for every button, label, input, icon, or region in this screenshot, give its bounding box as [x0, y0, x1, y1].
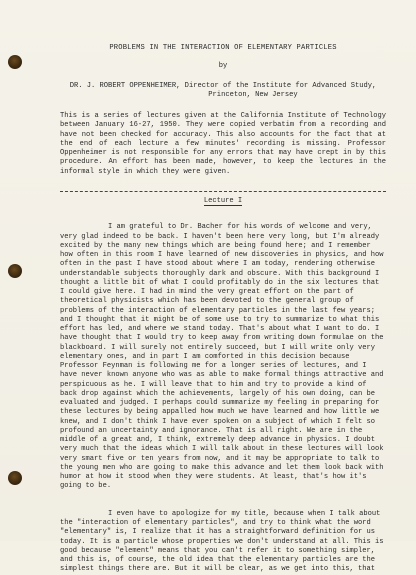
paragraph-text-2: I even have to apologize for my title, because when I talk about the "interaction of elementary particles", and try to think what the word "elementary" is, I realize that it has a straightforward definition for us today. It is a particle whose properties we don't understand at all. This is good because "element" means that you can't refer it to something simpler, and this is, of course, the old idea that the elementary particles are the simplest things there are. But it will be clear, as we get into this, that [60, 509, 384, 574]
body-paragraph-2 [60, 510, 386, 575]
author-line: DR. J. ROBERT OPPENHEIMER, Director of the Institute for Advanced Study, [69, 81, 377, 90]
paragraph-text-1: I am grateful to Dr. Bacher for his words of welcome and very, very glad indeed to be back. I haven't been here very long, but I'm already excited by the many new things which are being found here; and I remember how often in this room I have learned of new discoveries in physics, and how often in the past I have stood about where I am today, rendering otherwise understandable subjects thoroughly dark and obscure. With this background I thought a little bit of what I could profitably do in the six lectures that I could give here. I had in mind the very great effort on the part of theoretical physicists which has been devoted to the general group of problems of the interaction of elementary particles in the last few years; and I thought that it might be of some use to try to summarize to what this effort has led, and where we stand today. That's about what I want to do. I have thought that I would try to keep away from writing down formulae on the blackboard. I will surely not entirely succeed, but I will write only very elementary ones, and in part I am comforted in this decision because Professor Feynman is following me for a longer series of lectures, and I have never known anyone who was as able to make formal things attractive and perspicuous as he. I will leave that to him and try to provide a kind of back drop against which the achievements, largely of his own doing, can be evaluated and judged. I perhaps could summarize my feeling in preparing for these lectures by being appalled how much we have learned and how little we knew, and I don't think I have ever spoken on a subject of which I felt so profound an uncertainty and ignorance. That is all right. We are in the middle of a great and, I think, extremely deep advance in physics. I doubt very much that the ideas which I will talk about in these lectures will look very smart five or ten years from now, and it may be appropriate to talk to the young men who are going to make this advance and let them look back with humor at how it stood when they were students. At least, that's how it's going to be. [60, 223, 384, 491]
byline-by: by [218, 62, 228, 71]
binder-hole [8, 471, 22, 485]
body-paragraph-1 [60, 214, 386, 501]
lecture-heading [60, 197, 386, 206]
document-body [60, 44, 391, 575]
document-title: PROBLEMS IN THE INTERACTION OF ELEMENTARY PARTICLES [109, 44, 337, 52]
author-location: Princeton, New Jersey [208, 90, 298, 99]
author-block [60, 82, 386, 101]
binder-hole [8, 55, 22, 69]
lecture-heading-text: Lecture I [203, 196, 243, 205]
binder-hole [8, 264, 22, 278]
intro-paragraph: This is a series of lectures given at the California Institute of Technology between January 16-27, 1950. They were copied verbatim from a recording and have not been checked for accuracy. This also accounts for the fact that at the end of each lecture a few minutes' recording is missing. Professor Oppenheimer is not responsible for any errors that may have crept in by this procedure. An effort has been made, however, to keep the lectures in the informal style in which they were given. [60, 112, 391, 176]
dashed-divider [60, 191, 386, 192]
